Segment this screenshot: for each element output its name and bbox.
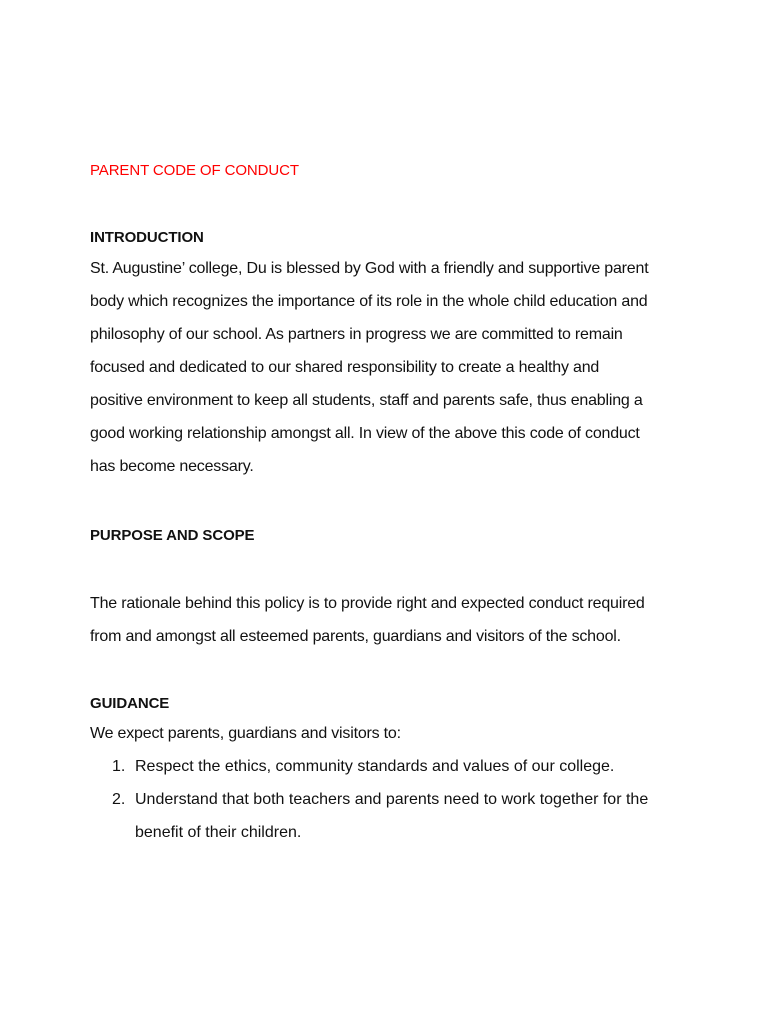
list-item <box>90 783 690 849</box>
guidance-section <box>90 691 690 849</box>
document-title: PARENT CODE OF CONDUCT <box>90 162 299 179</box>
purpose-line: The rationale behind this policy is to provide right and expected conduct required <box>90 595 645 612</box>
introduction-line: focused and dedicated to our shared responsibility to create a healthy and <box>90 359 600 376</box>
introduction-line: philosophy of our school. As partners in progress we are committed to remain <box>90 326 623 343</box>
introduction-line: St. Augustine’ college, Du is blessed by God with a friendly and supportive parent <box>90 260 649 277</box>
introduction-line: has become necessary. <box>90 458 254 475</box>
purpose-section <box>90 523 690 653</box>
list-item-number: 2. <box>112 791 126 808</box>
guidance-intro-line: We expect parents, guardians and visitors to: <box>90 725 401 742</box>
guidance-heading: GUIDANCE <box>90 695 170 712</box>
list-item-number: 1. <box>112 758 126 775</box>
introduction-section <box>90 225 690 483</box>
list-item-line: Respect the ethics, community standards and values of our college. <box>135 758 615 775</box>
purpose-heading: PURPOSE AND SCOPE <box>90 527 255 544</box>
introduction-heading: INTRODUCTION <box>90 229 204 246</box>
guidance-list <box>90 750 690 849</box>
introduction-line: body which recognizes the importance of its role in the whole child education and <box>90 293 648 310</box>
introduction-line: good working relationship amongst all. In view of the above this code of conduct <box>90 425 640 442</box>
list-item <box>90 750 690 783</box>
introduction-line: positive environment to keep all students, staff and parents safe, thus enabling a <box>90 392 643 409</box>
list-item-line: Understand that both teachers and parents need to work together for the <box>135 791 649 808</box>
list-item-line: benefit of their children. <box>135 824 302 841</box>
guidance-intro <box>90 717 690 750</box>
introduction-paragraph <box>90 252 690 483</box>
purpose-line: from and amongst all esteemed parents, guardians and visitors of the school. <box>90 628 621 645</box>
document-page <box>90 158 690 849</box>
purpose-paragraph <box>90 587 690 653</box>
